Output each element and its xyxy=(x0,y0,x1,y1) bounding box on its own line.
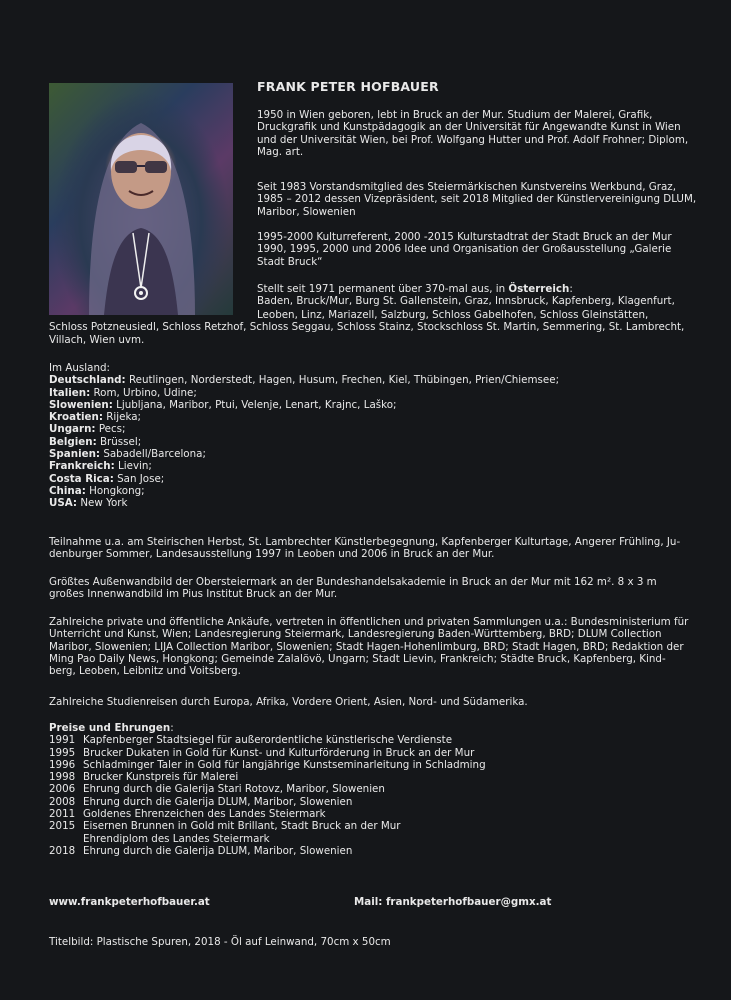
prize-item xyxy=(49,820,689,832)
exhibitions-home-country: Österreich xyxy=(508,283,570,295)
prize-text: Goldenes Ehrenzeichen des Landes Steiermark xyxy=(83,808,326,821)
abroad-item xyxy=(49,497,689,509)
abroad-country: USA: xyxy=(49,497,78,510)
prize-year: 1996 xyxy=(49,758,76,771)
abroad-places: Reutlingen, Norderstedt, Hagen, Husum, Frechen, Kiel, Thübingen, Prien/Chiemsee; xyxy=(128,374,560,387)
prize-year: 2018 xyxy=(49,844,76,857)
cover-image-caption: Titelbild: Plastische Spuren, 2018 - Öl auf Leinwand, 70cm x 50cm xyxy=(49,936,391,948)
prize-text: Kapfenberger Stadtsiegel für außerordentliche künstlerische Verdienste xyxy=(83,734,453,747)
abroad-country: Belgien: xyxy=(49,435,97,448)
abroad-item xyxy=(49,448,689,460)
bio-paragraph-1: 1950 in Wien geboren, lebt in Bruck an der Mur. Studium der Malerei, Grafik, Druckgrafik und Kunstpädagogik an der Universität für Angewandte Kunst in Wien und der Universität Wien, bei Prof. Wolfgang Hutter und Prof. Adolf Frohner; Diplom, Mag. art. xyxy=(257,109,689,158)
prize-item xyxy=(49,771,689,783)
abroad-country: Deutschland: xyxy=(49,374,126,387)
participation-paragraph: Teilnahme u.a. am Steirischen Herbst, St. Lambrechter Künstlerbegegnung, Kapfenberger Kulturtage, Angerer Frühling, Ju-denburger Sommer, Landesausstellung 1997 in Leoben und 2006 in Bruck an der Mur. xyxy=(49,536,681,561)
abroad-item xyxy=(49,436,689,448)
email-link[interactable]: Mail: frankpeterhofbauer@gmx.at xyxy=(354,896,552,908)
bio-paragraph-3: 1995-2000 Kulturreferent, 2000 -2015 Kulturstadtrat der Stadt Bruck an der Mur 1990, 1995, 2000 und 2006 Idee und Organisation der Großausstellung „Galerie Stadt Bruck“ xyxy=(257,231,672,268)
exhibitions-intro xyxy=(257,283,697,308)
bio-paragraph-2: Seit 1983 Vorstandsmitglied des Steiermärkischen Kunstvereins Werkbund, Graz, 1985 – 2012 dessen Vizepräsident, seit 2018 Mitglied der Künstlervereinigung DLUM, Maribor, Slowenien xyxy=(257,181,697,218)
abroad-country: Ungarn: xyxy=(49,423,96,436)
prize-text: Brucker Dukaten in Gold für Kunst- und Kulturförderung in Bruck an der Mur xyxy=(83,746,475,759)
abroad-places: Ljubljana, Maribor, Ptui, Velenje, Lenart, Krajnc, Laško; xyxy=(116,398,397,411)
prize-year: 2011 xyxy=(49,808,76,821)
abroad-places: Sabadell/Barcelona; xyxy=(103,448,206,461)
prizes-heading-text: Preise und Ehrungen xyxy=(49,722,171,734)
abroad-country: Costa Rica: xyxy=(49,472,114,485)
artist-name: FRANK PETER HOFBAUER xyxy=(257,79,439,94)
exhibitions-cities-line: Baden, Bruck/Mur, Burg St. Gallenstein, Graz, Innsbruck, Kapfenberg, Klagenfurt, xyxy=(257,295,675,308)
prize-text: Schladminger Taler in Gold für langjährige Kunstseminarleitung in Schladming xyxy=(83,758,486,771)
abroad-item xyxy=(49,485,689,497)
abroad-places: Hongkong; xyxy=(89,484,145,497)
artist-portrait xyxy=(49,83,233,315)
prize-item xyxy=(49,759,689,771)
collections-paragraph: Zahlreiche private und öffentliche Ankäufe, vertreten in öffentlichen und privaten Sammlungen u.a.: Bundesministerium für Unterricht und Kunst, Wien; Landesregierung Steiermark, Landesregierung Baden-Württemberg, BRD; DLUM Collection Maribor, Slowenien; LIJA Collection Maribor, Slowenien; Stadt Hagen-Hohenlimburg, BRD; Stadt Hagen, BRD; Redaktion der Ming Pao Daily News, Hongkong; Gemeinde Zalalövö, Ungarn; Stadt Lievin, Frankreich; Städte Bruck, Kapfenberg, Kind-berg, Leoben, Leibnitz und Voitsberg. xyxy=(49,616,689,678)
prize-year: 1998 xyxy=(49,771,76,784)
website-link[interactable]: www.frankpeterhofbauer.at xyxy=(49,896,210,908)
prize-item xyxy=(49,845,689,857)
exhibitions-cities-rest: Leoben, Linz, Mariazell, Salzburg, Schloss Gabelhofen, Schloss Gleinstätten, Schloss Potzneusiedl, Schloss Retzhof, Schloss Seggau, Schloss Stainz, Stockschloss St. Martin, Semmering, St. Lambrecht, Villach, Wien uvm. xyxy=(49,309,685,346)
abroad-places: Pecs; xyxy=(98,423,126,436)
abroad-places: Rom, Urbino, Udine; xyxy=(93,386,197,399)
abroad-item xyxy=(49,387,689,399)
travels-paragraph: Zahlreiche Studienreisen durch Europa, Afrika, Vordere Orient, Asien, Nord- und Südamerika. xyxy=(49,696,528,708)
abroad-country: Slowenien: xyxy=(49,398,113,411)
prize-text: Ehrung durch die Galerija DLUM, Maribor, Slowenien xyxy=(83,795,353,808)
prize-item xyxy=(49,783,689,795)
abroad-places: San Jose; xyxy=(117,472,165,485)
prize-item xyxy=(49,808,689,820)
abroad-country: China: xyxy=(49,484,86,497)
prize-year: 1995 xyxy=(49,746,76,759)
prize-item xyxy=(49,734,689,746)
prize-item xyxy=(49,747,689,759)
prizes-heading-colon: : xyxy=(170,722,174,734)
abroad-heading: Im Ausland: xyxy=(49,362,110,374)
abroad-country: Kroatien: xyxy=(49,411,103,424)
abroad-places: Brüssel; xyxy=(99,435,142,448)
prize-text: Ehrung durch die Galerija DLUM, Maribor, Slowenien xyxy=(83,844,353,857)
abroad-list xyxy=(49,362,689,510)
prize-year: 2015 xyxy=(49,820,76,833)
abroad-item xyxy=(49,399,689,411)
abroad-item xyxy=(49,460,689,472)
portrait-artwork xyxy=(49,83,233,315)
exhibitions-intro-text: Stellt seit 1971 permanent über 370-mal aus, in xyxy=(257,283,506,295)
exhibitions-colon: : xyxy=(569,283,573,295)
prize-item xyxy=(49,796,689,808)
prize-text: Brucker Kunstpreis für Malerei xyxy=(83,771,239,784)
prize-text: Ehrung durch die Galerija Stari Rotovz, Maribor, Slowenien xyxy=(83,783,385,796)
abroad-country: Italien: xyxy=(49,386,91,399)
abroad-places: New York xyxy=(80,497,128,510)
abroad-country: Spanien: xyxy=(49,448,101,461)
abroad-places: Lievin; xyxy=(118,460,152,473)
prize-year: 2006 xyxy=(49,783,76,796)
abroad-item xyxy=(49,411,689,423)
prize-extra-line: Ehrendiplom des Landes Steiermark xyxy=(83,832,270,845)
abroad-country: Frankreich: xyxy=(49,460,115,473)
prize-year: 1991 xyxy=(49,734,76,747)
prizes-list xyxy=(49,722,689,857)
prize-text: Eisernen Brunnen in Gold mit Brillant, Stadt Bruck an der Mur xyxy=(83,820,401,833)
mural-paragraph: Größtes Außenwandbild der Obersteiermark an der Bundeshandelsakademie in Bruck an der Mur mit 162 m². 8 x 3 m großes Innenwandbild im Pius Institut Bruck an der Mur. xyxy=(49,576,657,601)
prize-year: 2008 xyxy=(49,795,76,808)
abroad-item xyxy=(49,374,689,386)
abroad-item xyxy=(49,473,689,485)
abroad-places: Rijeka; xyxy=(106,411,142,424)
prizes-heading xyxy=(49,722,689,734)
abroad-item xyxy=(49,423,689,435)
